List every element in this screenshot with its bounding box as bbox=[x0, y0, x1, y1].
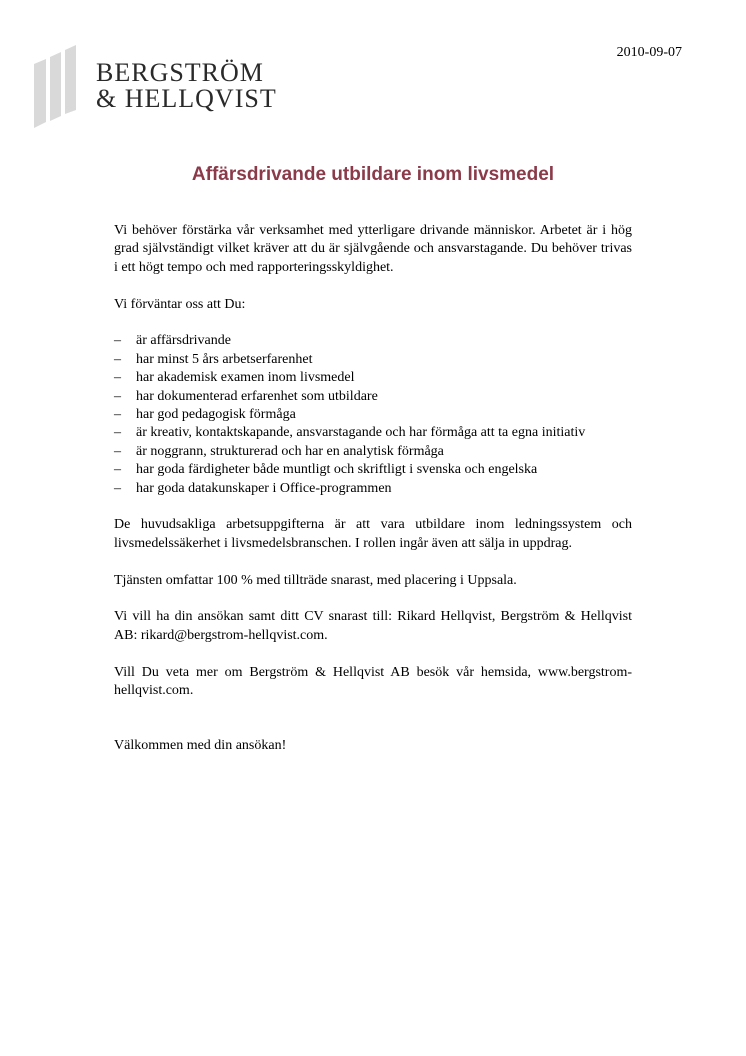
list-item-text: är noggrann, strukturerad och har en analytisk förmåga bbox=[136, 443, 444, 459]
bullet-dash: – bbox=[114, 333, 121, 349]
list-item-text: har dokumenterad erfarenhet som utbildare bbox=[136, 388, 378, 404]
expectations-heading: Vi förväntar oss att Du: bbox=[114, 296, 246, 312]
bullet-dash: – bbox=[114, 425, 121, 441]
logo-line-2: & HELLQVIST bbox=[96, 84, 277, 113]
list-item bbox=[114, 332, 632, 350]
more-info-paragraph: Vill Du veta mer om Bergström & Hellqvist AB besök vår hemsida, www.bergstrom-hellqvist.com. bbox=[114, 664, 632, 699]
list-item bbox=[114, 351, 632, 369]
list-item bbox=[114, 461, 632, 479]
list-item bbox=[114, 480, 632, 498]
company-logo bbox=[34, 44, 294, 128]
list-item bbox=[114, 443, 632, 461]
closing-line: Välkommen med din ansökan! bbox=[114, 738, 287, 754]
document-body bbox=[114, 222, 632, 774]
list-item-text: har god pedagogisk förmåga bbox=[136, 407, 296, 423]
logo-line-1: BERGSTRÖM bbox=[96, 58, 264, 87]
list-item-text: har goda datakunskaper i Office-programmen bbox=[136, 480, 392, 496]
bullet-dash: – bbox=[114, 351, 121, 367]
bullet-dash: – bbox=[114, 407, 121, 423]
document-date: 2010-09-07 bbox=[616, 45, 682, 60]
bullet-dash: – bbox=[114, 480, 121, 496]
bullet-dash: – bbox=[114, 462, 121, 478]
bullet-dash: – bbox=[114, 370, 121, 386]
bullet-dash: – bbox=[114, 388, 121, 404]
list-item bbox=[114, 406, 632, 424]
list-item bbox=[114, 388, 632, 406]
logo-wordmark bbox=[96, 60, 277, 112]
duties-paragraph: De huvudsakliga arbetsuppgifterna är att vara utbildare inom ledningssystem och livsmedelssäkerhet i livsmedelsbranschen. I rollen ingår även att sälja in uppdrag. bbox=[114, 517, 632, 551]
list-item-text: är kreativ, kontaktskapande, ansvarstagande och har förmåga att ta egna initiativ bbox=[136, 425, 586, 441]
list-item bbox=[114, 424, 632, 442]
list-item-text: har akademisk examen inom livsmedel bbox=[136, 370, 355, 386]
position-paragraph: Tjänsten omfattar 100 % med tillträde snarast, med placering i Uppsala. bbox=[114, 572, 517, 588]
intro-paragraph: Vi behöver förstärka vår verksamhet med ytterligare drivande människor. Arbetet är i hög grad självständigt vilket kräver att du är självgående och ansvarstagande. Du behöver trivas i ett högt tempo och med rapporteringsskyldighet. bbox=[114, 223, 632, 275]
list-item-text: är affärsdrivande bbox=[136, 333, 231, 349]
list-item-text: har minst 5 års arbetserfarenhet bbox=[136, 351, 313, 367]
list-item bbox=[114, 369, 632, 387]
page-title: Affärsdrivande utbildare inom livsmedel bbox=[191, 164, 555, 185]
logo-bars-icon bbox=[34, 44, 90, 128]
requirements-list bbox=[114, 332, 632, 498]
list-item-text: har goda färdigheter både muntligt och skriftligt i svenska och engelska bbox=[136, 462, 538, 478]
bullet-dash: – bbox=[114, 443, 121, 459]
apply-paragraph: Vi vill ha din ansökan samt ditt CV snarast till: Rikard Hellqvist, Bergström & Hellqvist AB: rikard@bergstrom-hellqvist.com. bbox=[114, 609, 632, 643]
